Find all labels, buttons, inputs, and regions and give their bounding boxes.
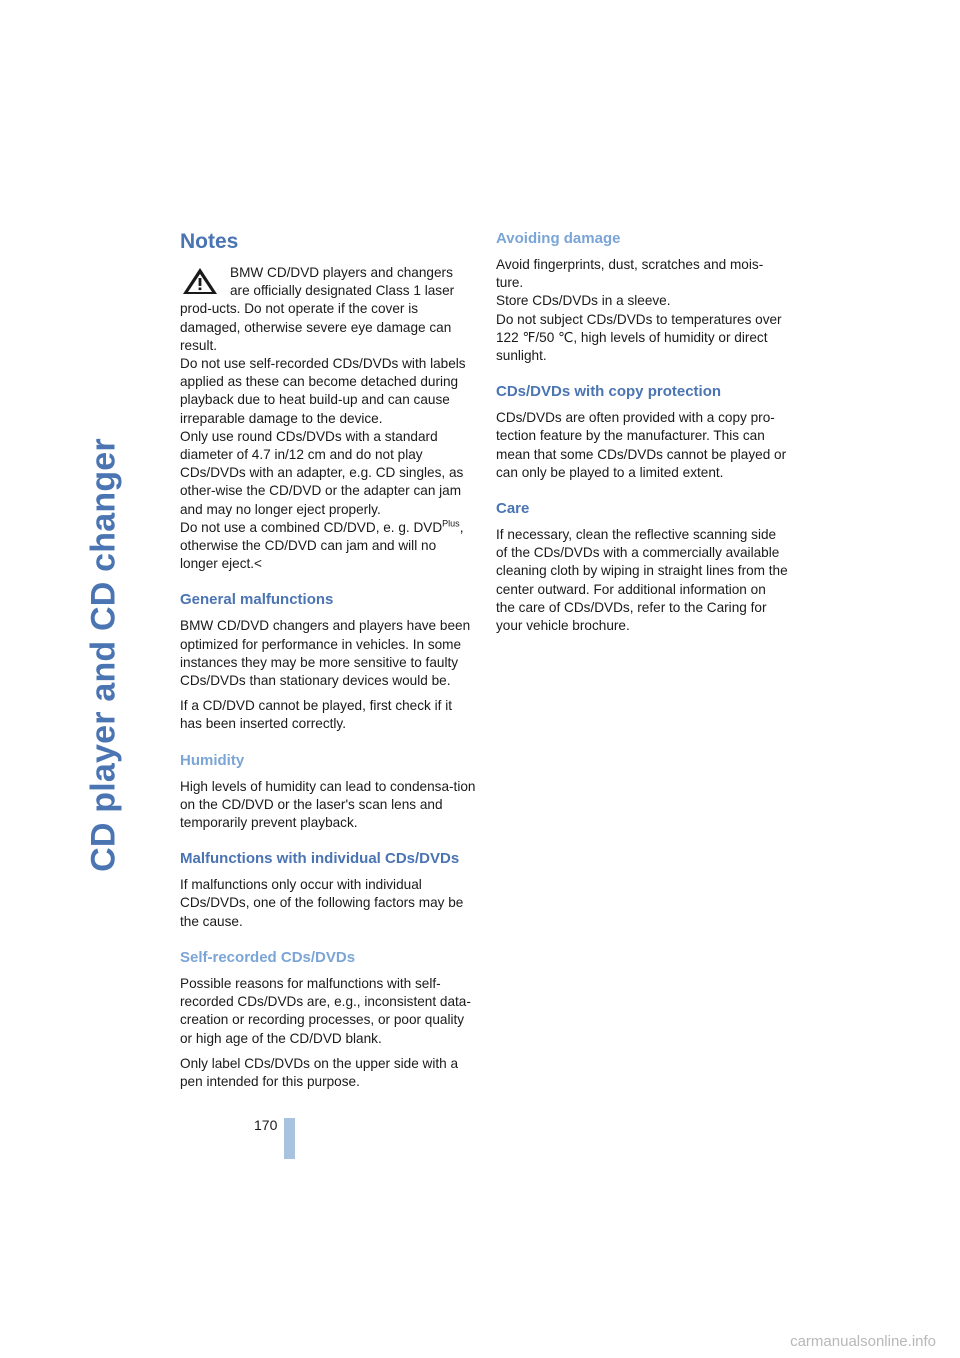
notes-warning-4-sup: Plus [442, 518, 460, 529]
copy-protection-text: CDs/DVDs are often provided with a copy pro-tection feature by the manufacturer. This can mean that some CDs/DVDs cannot be played or can only be played to a limited extent. [496, 410, 787, 480]
self-recorded-text-1: Possible reasons for malfunctions with self-recorded CDs/DVDs are, e.g., inconsistent data-creation or recording processes, or poor quality or high age of the CD/DVD blank. [180, 975, 471, 1046]
general-malfunctions-text-2: If a CD/DVD cannot be played, first check if it has been inserted correctly. [180, 698, 452, 732]
notes-warning-text-4 [180, 519, 476, 574]
side-title-text: CD player and CD changer [84, 438, 123, 872]
notes-heading: Notes [180, 230, 239, 253]
watermark: carmanualsonline.info [790, 1333, 936, 1350]
notes-warning-4-pre: Do not use a combined CD/DVD, e. g. DVD [180, 519, 443, 535]
care-heading: Care [496, 500, 530, 518]
general-malfunctions-text-1: BMW CD/DVD changers and players have been optimized for performance in vehicles. In some instances they may be more sensitive to faulty CDs/DVDs than stationary devices would be. [180, 618, 471, 689]
avoiding-damage-line-1: Avoid fingerprints, dust, scratches and mois-ture. [496, 257, 764, 291]
humidity-heading: Humidity [180, 751, 245, 769]
notes-warning [180, 264, 476, 573]
copy-protection-heading: CDs/DVDs with copy protection [496, 383, 722, 401]
notes-warning-text-2: Do not use self-recorded CDs/DVDs with labels applied as these can become detached during playback due to heat build-up and can cause irreparable damage to the device. [180, 356, 466, 426]
self-recorded-text-2: Only label CDs/DVDs on the upper side with a pen intended for this purpose. [180, 1055, 459, 1089]
avoiding-damage-heading: Avoiding damage [496, 230, 621, 247]
page-number: 170 [254, 1117, 278, 1133]
notes-warning-text-3: Only use round CDs/DVDs with a standard diameter of 4.7 in/12 cm and do not play CDs/DVDs with an adapter, e.g. CD singles, as other-wise the CD/DVD or the adapter can jam and may no longer eject properly. [180, 428, 464, 517]
left-column [180, 230, 476, 1098]
avoiding-damage-line-3: Do not subject CDs/DVDs to temperatures over 122 ℉/50 ℃, high levels of humidity or direct sunlight. [496, 311, 782, 364]
page-bar [284, 1118, 295, 1159]
notes-warning-4-post: , otherwise the CD/DVD can jam and will no longer eject.< [180, 519, 464, 572]
avoiding-damage-line-2: Store CDs/DVDs in a sleeve. [496, 293, 671, 309]
care-text: If necessary, clean the reflective scanning side of the CDs/DVDs with a commercially available cleaning cloth by wiping in straight lines from the center outward. For additional information on the care of CDs/DVDs, refer to the Caring for your vehicle brochure. [496, 527, 788, 634]
humidity-text: High levels of humidity can lead to condensa-tion on the CD/DVD or the laser's scan lens and temporarily prevent playback. [180, 778, 476, 831]
notes-warning-text-1: BMW CD/DVD players and changers are officially designated Class 1 laser prod-ucts. Do not operate if the cover is damaged, otherwise severe eye damage can result. [180, 265, 455, 353]
individual-malfunctions-heading: Malfunctions with individual CDs/DVDs [180, 850, 460, 868]
individual-malfunctions-text: If malfunctions only occur with individual CDs/DVDs, one of the following factors may be the cause. [180, 877, 464, 929]
general-malfunctions-heading: General malfunctions [180, 591, 334, 609]
self-recorded-heading: Self-recorded CDs/DVDs [180, 948, 356, 966]
warning-triangle-icon [180, 266, 220, 296]
right-column [496, 230, 788, 642]
